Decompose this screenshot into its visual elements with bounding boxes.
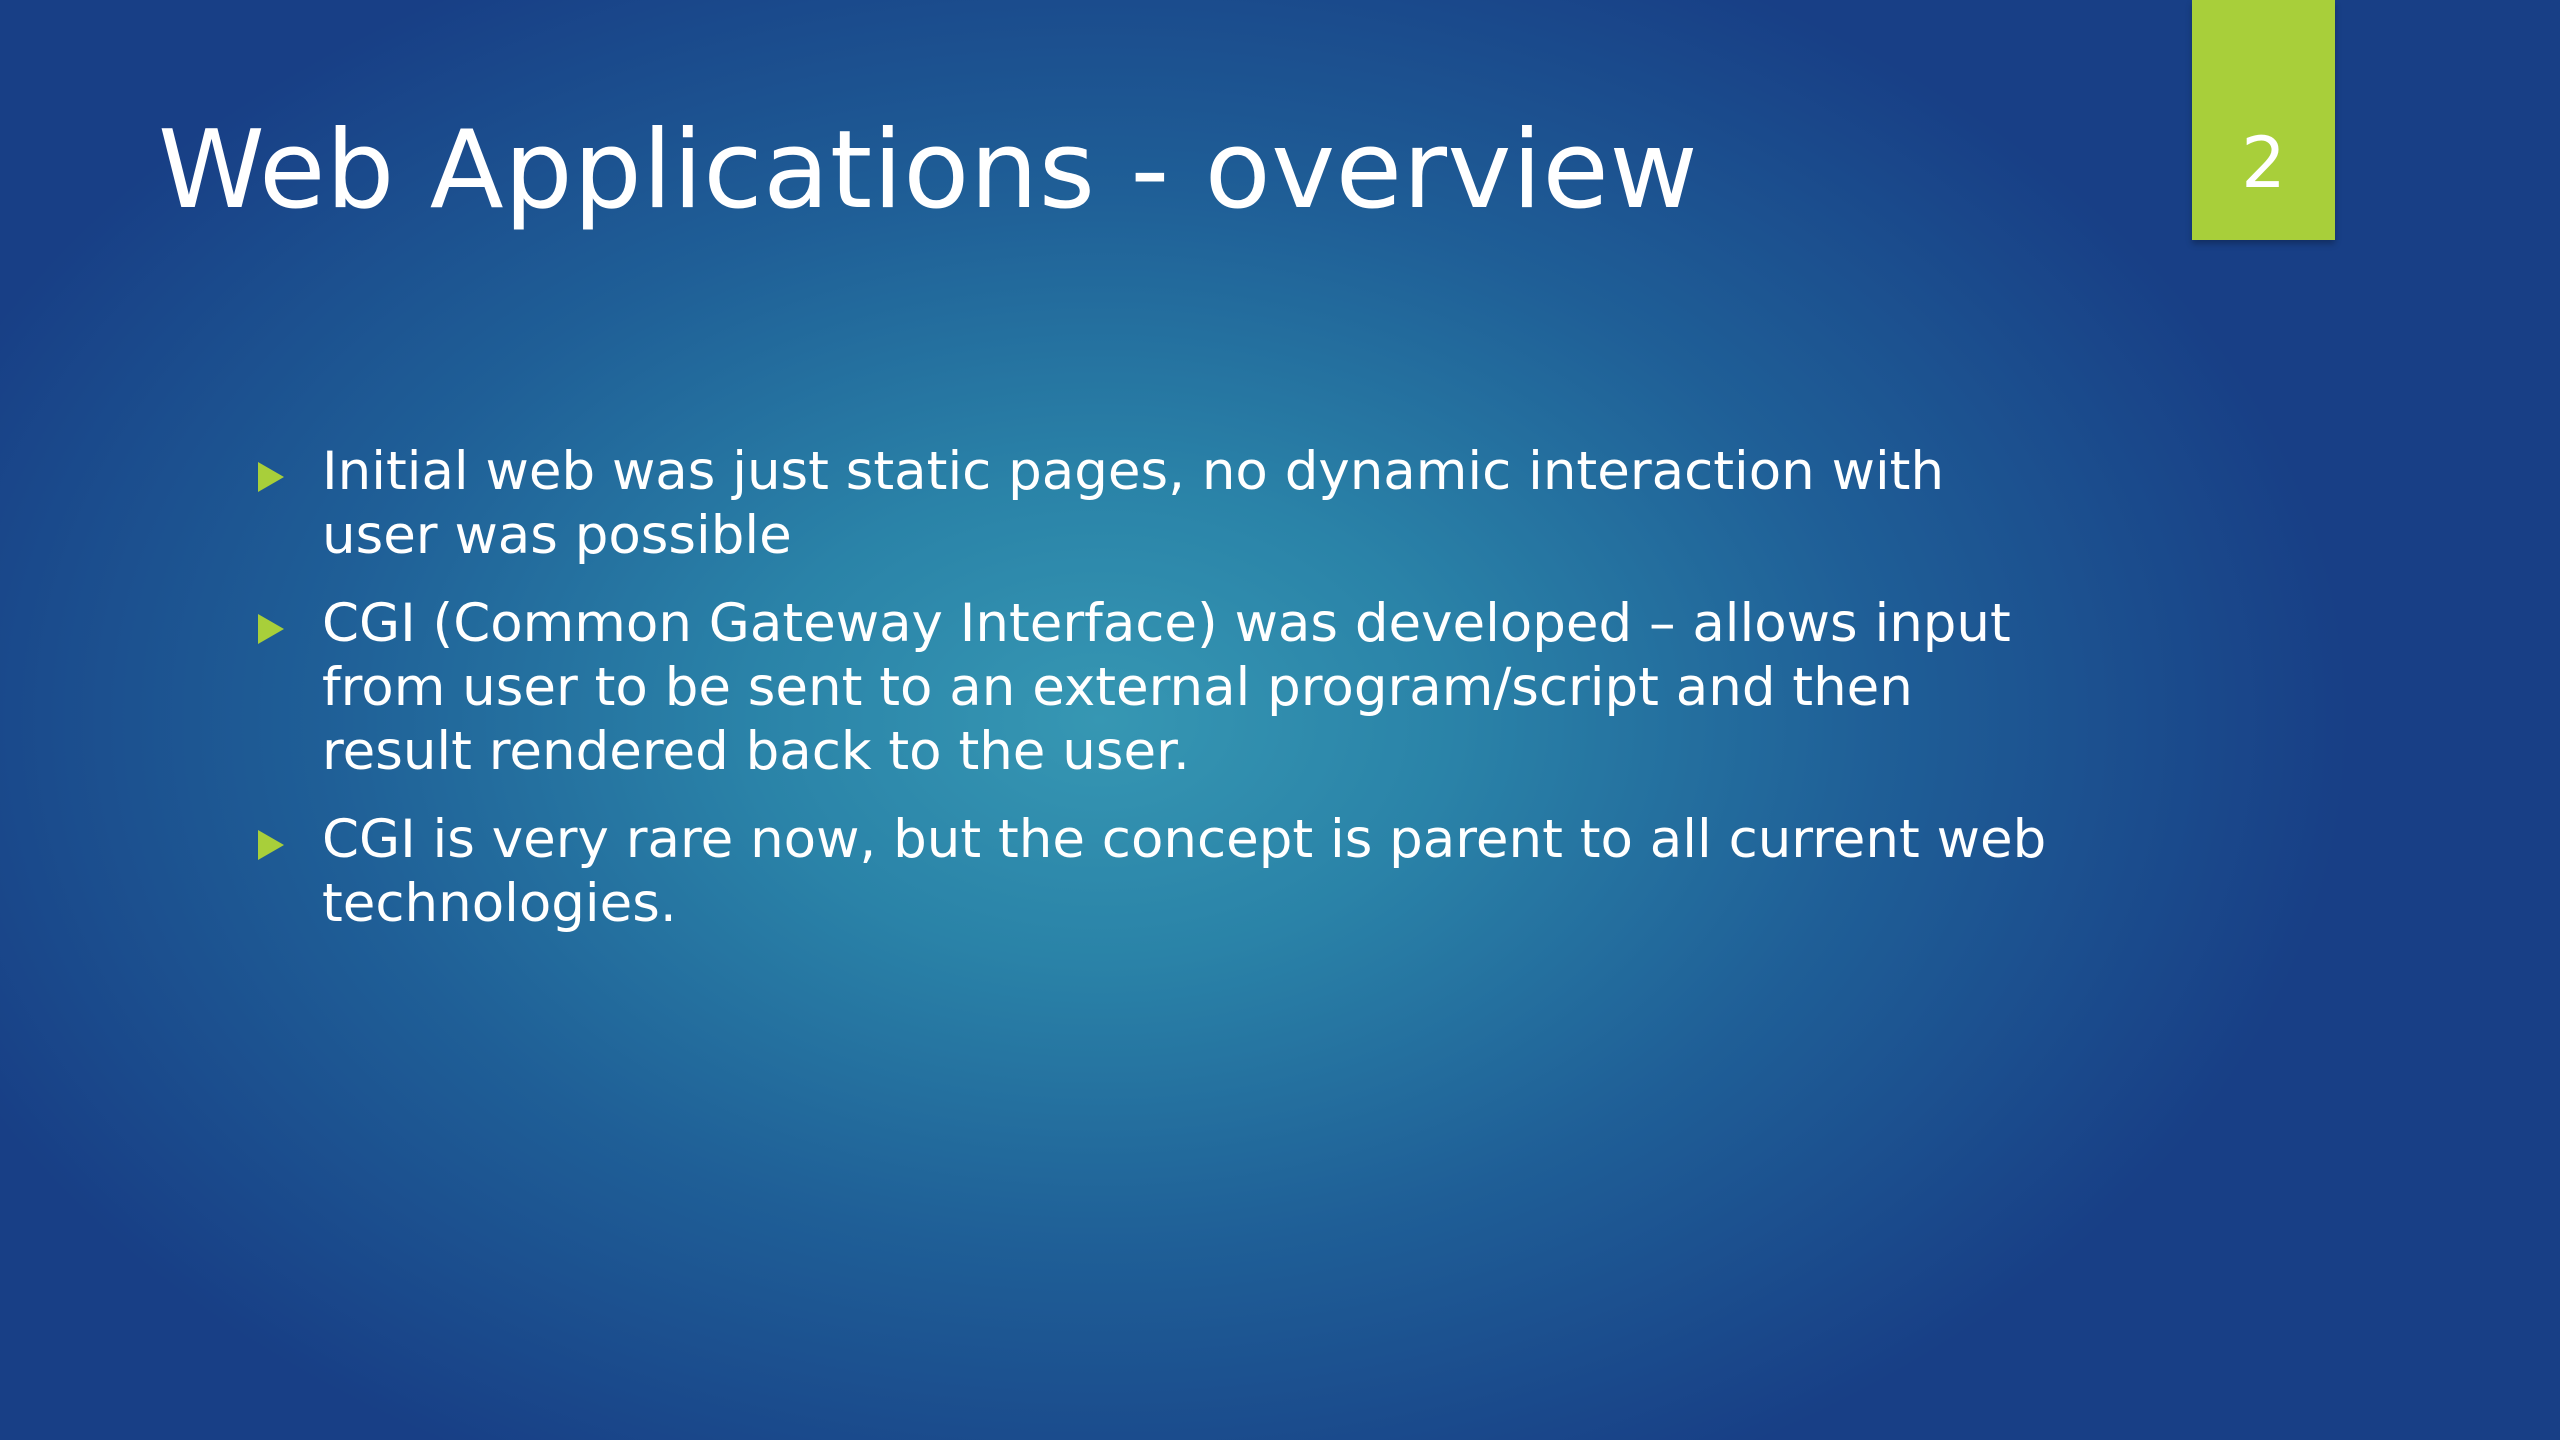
slide-title: Web Applications - overview <box>158 108 1699 233</box>
bullet-item <box>250 440 2070 568</box>
triangle-right-icon <box>258 614 284 644</box>
bullet-text: CGI is very rare now, but the concept is parent to all current web technologies. <box>322 809 2047 934</box>
slide-number: 2 <box>2241 122 2286 204</box>
slide-number-badge <box>2192 0 2335 240</box>
triangle-right-icon <box>258 462 284 492</box>
bullet-item <box>250 592 2070 784</box>
bullet-list <box>250 440 2070 960</box>
triangle-right-icon <box>258 830 284 860</box>
bullet-text: CGI (Common Gateway Interface) was developed – allows input from user to be sent to an external program/script and then result rendered back to the user. <box>322 593 2011 782</box>
bullet-item <box>250 808 2070 936</box>
bullet-text: Initial web was just static pages, no dynamic interaction with user was possible <box>322 441 1945 566</box>
